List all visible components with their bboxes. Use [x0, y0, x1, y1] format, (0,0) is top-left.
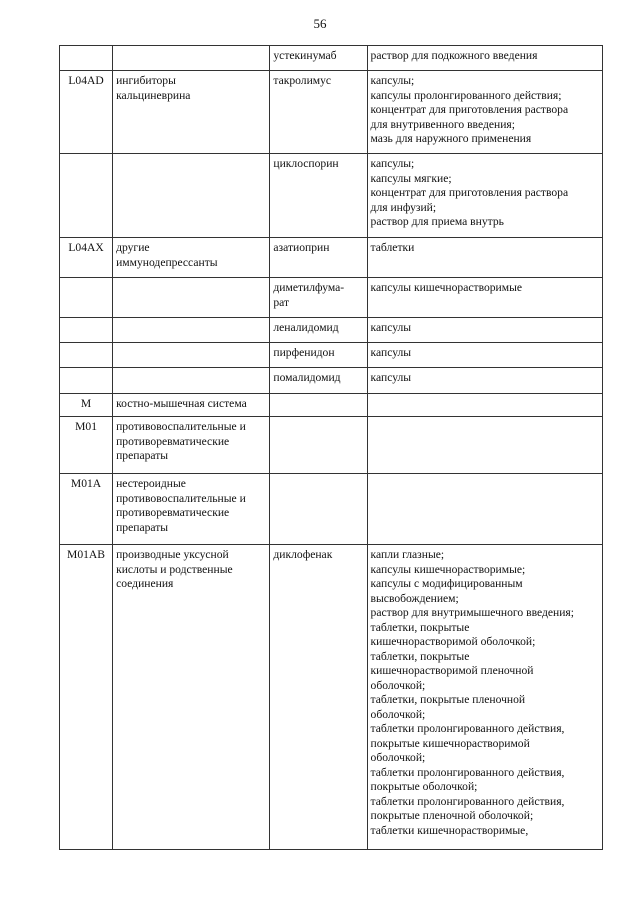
cell-line: капсулы	[370, 321, 412, 334]
cell-line: покрытые пленочной оболочкой;	[370, 809, 534, 822]
table-row	[60, 154, 603, 238]
dosage-forms-cell	[367, 278, 602, 318]
atc-code-cell: L04AX	[60, 238, 113, 278]
atc-code-cell: M01AB	[60, 545, 113, 850]
cell-line: леналидомид	[273, 321, 339, 334]
cell-line: таблетки кишечнорастворимые,	[370, 823, 529, 837]
inn-name-cell	[270, 368, 367, 394]
dosage-forms-cell	[367, 154, 602, 238]
cell-line: капсулы	[370, 371, 412, 384]
cell-line: такролимус	[273, 74, 332, 87]
cell-line: капсулы кишечнорастворимые;	[370, 562, 526, 576]
cell-line: кальциневрина	[116, 88, 191, 102]
inn-name-cell	[270, 278, 367, 318]
atc-code-cell: M01	[60, 417, 113, 474]
cell-line: препараты	[116, 449, 169, 462]
group-name-cell	[113, 278, 270, 318]
cell-line: азатиоприн	[273, 241, 330, 254]
group-name-cell	[113, 368, 270, 394]
cell-line: оболочкой;	[370, 751, 426, 764]
group-name-cell	[113, 545, 270, 850]
inn-name-cell	[270, 394, 367, 417]
cell-line: капсулы;	[370, 74, 415, 87]
group-name-cell	[113, 474, 270, 545]
drug-table-body	[60, 46, 603, 850]
cell-line: противоревматические	[116, 506, 230, 519]
group-name-cell	[113, 394, 270, 417]
cell-line: рат	[273, 295, 290, 309]
table-row	[60, 545, 603, 850]
cell-line: капсулы кишечнорастворимые	[370, 281, 523, 294]
dosage-forms-cell	[367, 71, 602, 154]
cell-line: капсулы пролонгированного действия;	[370, 88, 562, 102]
table-row	[60, 71, 603, 154]
cell-line: помалидомид	[273, 371, 341, 384]
cell-line: таблетки, покрытые	[370, 620, 470, 634]
atc-code-cell	[60, 368, 113, 394]
atc-code-cell	[60, 46, 113, 71]
cell-line: мазь для наружного применения	[370, 132, 532, 145]
page-number: 56	[313, 16, 327, 31]
cell-line: покрытые кишечнорастворимой	[370, 736, 530, 750]
cell-line: костно-мышечная система	[116, 397, 247, 410]
cell-line: противовоспалительные и	[116, 491, 246, 505]
cell-line: таблетки, покрытые пленочной	[370, 693, 526, 706]
table-row	[60, 238, 603, 278]
cell-line: капсулы с модифицированным	[370, 577, 523, 590]
dosage-forms-cell	[367, 394, 602, 417]
atc-code-cell	[60, 278, 113, 318]
cell-line: кишечнорастворимой пленочной	[370, 664, 534, 677]
cell-line: капли глазные;	[370, 548, 445, 561]
dosage-forms-cell	[367, 368, 602, 394]
cell-line: для внутривенного введения;	[370, 117, 515, 131]
dosage-forms-cell	[367, 343, 602, 368]
dosage-forms-cell	[367, 545, 602, 850]
dosage-forms-cell	[367, 417, 602, 474]
cell-line: соединения	[116, 577, 174, 590]
inn-name-cell	[270, 71, 367, 154]
cell-line: высвобождением;	[370, 591, 459, 605]
cell-line: нестероидные	[116, 477, 186, 490]
atc-code-cell: M	[60, 394, 113, 417]
group-name-cell	[113, 343, 270, 368]
inn-name-cell	[270, 545, 367, 850]
cell-line: противоревматические	[116, 434, 230, 448]
cell-line: концентрат для приготовления раствора	[370, 103, 569, 116]
table-row	[60, 368, 603, 394]
inn-name-cell	[270, 46, 367, 71]
group-name-cell	[113, 417, 270, 474]
group-name-cell	[113, 318, 270, 343]
table-row	[60, 417, 603, 474]
cell-line: раствор для приема внутрь	[370, 215, 504, 228]
cell-line: капсулы мягкие;	[370, 171, 452, 185]
cell-line: устекинумаб	[273, 49, 337, 62]
cell-line: раствор для подкожного введения	[370, 49, 538, 62]
inn-name-cell	[270, 318, 367, 343]
cell-line: противовоспалительные и	[116, 420, 246, 433]
atc-code-cell	[60, 154, 113, 238]
dosage-forms-cell	[367, 238, 602, 278]
group-name-cell	[113, 154, 270, 238]
cell-line: ингибиторы	[116, 74, 176, 87]
cell-line: таблетки пролонгированного действия,	[370, 794, 565, 808]
atc-code-cell: M01A	[60, 474, 113, 545]
cell-line: капсулы	[370, 346, 412, 359]
inn-name-cell	[270, 417, 367, 474]
inn-name-cell	[270, 343, 367, 368]
atc-code-cell	[60, 318, 113, 343]
cell-line: концентрат для приготовления раствора	[370, 186, 569, 199]
cell-line: пирфенидон	[273, 346, 335, 359]
table-row	[60, 278, 603, 318]
cell-line: таблетки пролонгированного действия,	[370, 722, 565, 735]
cell-line: диклофенак	[273, 548, 333, 561]
atc-code-cell: L04AD	[60, 71, 113, 154]
table-row	[60, 318, 603, 343]
dosage-forms-cell	[367, 318, 602, 343]
cell-line: раствор для внутримышечного введения;	[370, 606, 574, 619]
group-name-cell	[113, 238, 270, 278]
cell-line: таблетки, покрытые	[370, 649, 470, 663]
cell-line: кислоты и родственные	[116, 562, 233, 576]
table-row	[60, 46, 603, 71]
cell-line: таблетки	[370, 241, 415, 254]
cell-line: для инфузий;	[370, 200, 437, 214]
table-row	[60, 394, 603, 417]
cell-line: циклоспорин	[273, 157, 339, 170]
group-name-cell	[113, 71, 270, 154]
cell-line: оболочкой;	[370, 707, 426, 721]
table-row	[60, 474, 603, 545]
dosage-forms-cell	[367, 474, 602, 545]
dosage-forms-cell	[367, 46, 602, 71]
cell-line: таблетки пролонгированного действия,	[370, 765, 565, 779]
cell-line: препараты	[116, 520, 169, 534]
cell-line: иммунодепрессанты	[116, 255, 218, 269]
drug-table	[59, 45, 603, 850]
atc-code-cell	[60, 343, 113, 368]
cell-line: производные уксусной	[116, 548, 229, 561]
cell-line: другие	[116, 241, 150, 254]
cell-line: кишечнорастворимой оболочкой;	[370, 635, 536, 648]
cell-line: капсулы;	[370, 157, 415, 170]
table-row	[60, 343, 603, 368]
cell-line: покрытые оболочкой;	[370, 780, 478, 793]
inn-name-cell	[270, 474, 367, 545]
group-name-cell	[113, 46, 270, 71]
inn-name-cell	[270, 238, 367, 278]
cell-line: оболочкой;	[370, 678, 426, 692]
cell-line: диметилфума-	[273, 281, 345, 294]
inn-name-cell	[270, 154, 367, 238]
